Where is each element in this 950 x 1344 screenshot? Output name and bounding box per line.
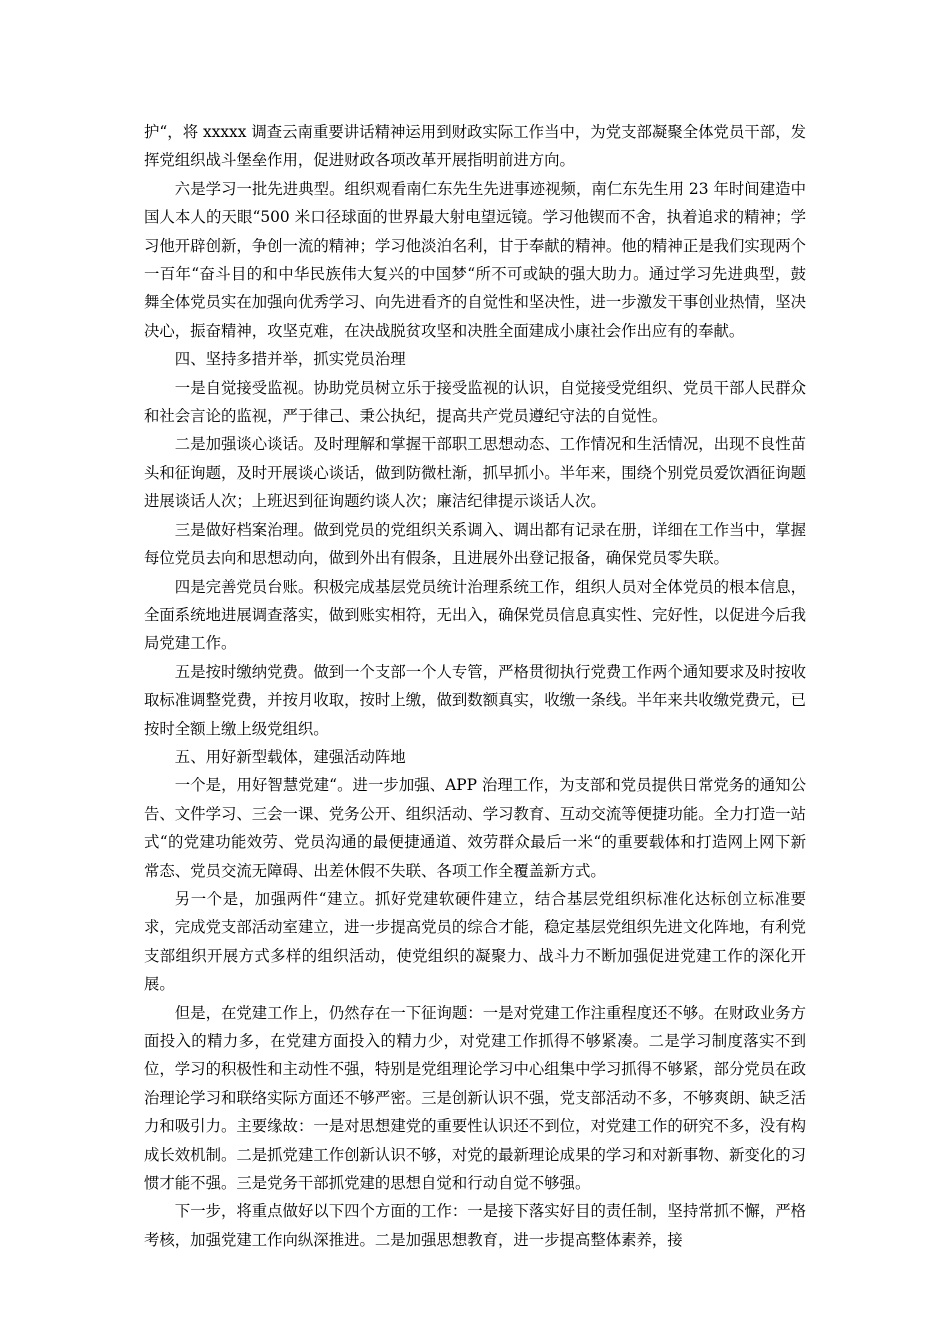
paragraph-item-six: 六是学习一批先进典型。组织观看南仁东先生先进事迹视频，南仁东先生用 23 年时间建造中国人本人的天眼“500 米口径球面的世界最大射电望远镜。学习他锲而不舍，执着追求的精神；学习他开辟创新，争创一流的精神；学习他淡泊名利，甘于奉献的精神。他的精神正是我们实现两个一百年“奋斗目的和中华民族伟大复兴的中国梦“所不可或缺的强大助力。通过学习先进典型，鼓舞全体党员实在加强向优秀学习、向先进看齐的自觉性和坚决性，进一步激发干事创业热情，坚决决心，振奋精神，攻坚克难，在决战脱贫攻坚和决胜全面建成小康社会作出应有的奉献。 xyxy=(144,179,806,340)
paragraph-item-two-talks: 二是加强谈心谈话。及时理解和掌握干部职工思想动态、工作情况和生活情况，出现不良性苗头和征询题，及时开展谈心谈话，做到防微杜渐，抓早抓小。半年来，围绕个别党员爱饮酒征询题进展谈话人次；上班迟到征询题约谈人次；廉洁纪律提示谈话人次。 xyxy=(144,435,806,511)
paragraph-continuation: 护“，将 xxxxx 调查云南重要讲话精神运用到财政实际工作当中，为党支部凝聚全体党员干部，发挥党组织战斗堡垒作用，促进财政各项改革开展指明前进方向。 xyxy=(144,123,806,170)
paragraph-problems: 但是，在党建工作上，仍然存在一下征询题：一是对党建工作注重程度还不够。在财政业务方面投入的精力多，在党建方面投入的精力少，对党建工作抓得不够紧凑。二是学习制度落实不到位，学习的积极性和主动性不强，特别是党组理论学习中心组集中学习抓得不够紧，部分党员在政治理论学习和联络实际方面还不够严密。三是创新认识不强，党支部活动不多，不够爽朗、缺乏活力和吸引力。主要缘故：一是对思想建党的重要性认识还不到位，对党建工作的研究不多，没有构成长效机制。二是抓党建工作创新认识不够，对党的最新理论成果的学习和对新事物、新变化的习惯才能不强。三是党务干部抓党建的思想自觉和行动自觉不够强。 xyxy=(144,1003,806,1193)
paragraph-next-steps: 下一步，将重点做好以下四个方面的工作：一是接下落实好目的责任制，坚持常抓不懈，严格考核，加强党建工作向纵深推进。二是加强思想教育，进一步提高整体素养，接 xyxy=(144,1202,806,1249)
paragraph-item-one-supervision: 一是自觉接受监视。协助党员树立乐于接受监视的认识，自觉接受党组织、党员干部人民群众和社会言论的监视，严于律己、秉公执纪，提高共产党员遵纪守法的自觉性。 xyxy=(144,378,806,426)
section-heading-five: 五、用好新型载体，建强活动阵地 xyxy=(174,747,406,766)
paragraph-item-four-ledger: 四是完善党员台账。积极完成基层党员统计治理系统工作，组织人员对全体党员的根本信息，全面系统地进展调查落实，做到账实相符，无出入，确保党员信息真实性、完好性，以促进今后我局党建工作。 xyxy=(144,577,806,653)
paragraph-item-five-dues: 五是按时缴纳党费。做到一个支部一个人专管，严格贯彻执行党费工作两个通知要求及时按收取标准调整党费，并按月收取，按时上缴，做到数额真实，收缴一条线。半年来共收缴党费元，已按时全额上缴上级党组织。 xyxy=(144,662,806,738)
paragraph-smart-party-building: 一个是，用好智慧党建“。进一步加强、APP 治理工作，为支部和党员提供日常党务的通知公告、文件学习、三会一课、党务公开、组织活动、学习教育、互动交流等便捷功能。全力打造一站式“的党建功能效劳、党员沟通的最便捷通道、效劳群众最后一米“的重要载体和打造网上网下新常态、党员交流无障碍、出差休假不失联、各项工作全覆盖新方式。 xyxy=(144,776,806,880)
document-page xyxy=(144,118,806,1254)
paragraph-item-three-archives: 三是做好档案治理。做到党员的党组织关系调入、调出都有记录在册，详细在工作当中，掌握每位党员去向和思想动向，做到外出有假条，且进展外出登记报备，确保党员零失联。 xyxy=(144,520,806,568)
section-heading-four: 四、坚持多措并举，抓实党员治理 xyxy=(174,350,406,369)
paragraph-two-constructions: 另一个是，加强两件“建立。抓好党建软硬件建立，结合基层党组织标准化达标创立标准要求，完成党支部活动室建立，进一步提高党员的综合才能，稳定基层党组织先进文化阵地，有利党支部组织开展方式多样的组织活动，使党组织的凝聚力、战斗力不断加强促进党建工作的深化开展。 xyxy=(144,889,806,994)
